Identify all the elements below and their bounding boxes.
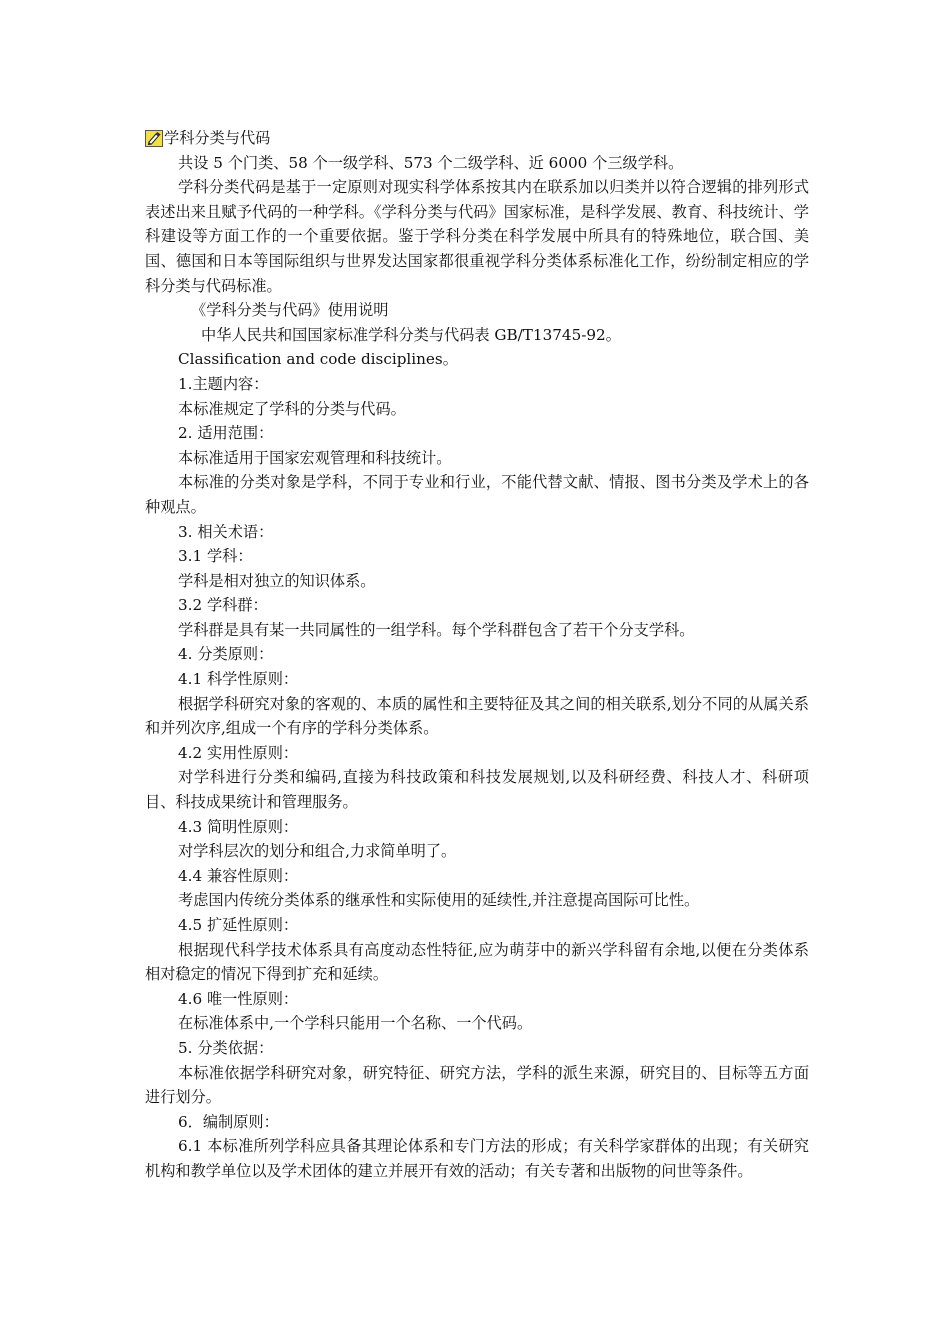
paragraph: 学科群是具有某一共同属性的一组学科。每个学科群包含了若干个分支学科。 [178, 620, 695, 639]
paragraph: 本标准依据学科研究对象，研究特征、研究方法，学科的派生来源，研究目的、目标等五方面进行划分。 [145, 1063, 809, 1107]
paragraph: 学科是相对独立的知识体系。 [178, 571, 376, 590]
paragraph: 1.主题内容： [178, 374, 269, 393]
paragraph: Classification and code disciplines。 [178, 350, 458, 369]
paragraph: 考虑国内传统分类体系的继承性和实际使用的延续性,并注意提高国际可比性。 [178, 891, 700, 910]
paragraph: 3. 相关术语： [178, 522, 274, 541]
paragraph: 《学科分类与代码》使用说明 [191, 301, 389, 320]
paragraph: 对学科层次的划分和组合,力求简单明了。 [178, 842, 457, 861]
paragraph: 4.4 兼容性原则： [178, 866, 299, 885]
paragraph: 本标准的分类对象是学科，不同于专业和行业，不能代替文献、情报、图书分类及学术上的各种观点。 [145, 473, 809, 516]
paragraph: 5. 分类依据： [178, 1038, 274, 1057]
paragraph: 6．编制原则： [178, 1112, 279, 1131]
paragraph: 3.2 学科群： [178, 596, 268, 615]
paragraph: 本标准适用于国家宏观管理和科技统计。 [178, 448, 452, 467]
paragraph: 中华人民共和国国家标准学科分类与代码表 GB/T13745-92。 [201, 325, 621, 344]
paragraph-list [145, 151, 809, 1184]
paragraph: 根据学科研究对象的客观的、本质的属性和主要特征及其之间的相关联系,划分不同的从属关系和并列次序,组成一个有序的学科分类体系。 [145, 694, 809, 738]
paragraph: 4.1 科学性原则： [178, 670, 299, 689]
paragraph: 6.1 本标准所列学科应具备其理论体系和专门方法的形成；有关科学家群体的出现；有关研究机构和教学单位以及学术团体的建立并展开有效的活动；有关专著和出版物的问世等条件。 [145, 1137, 809, 1180]
paragraph: 4.2 实用性原则： [178, 743, 299, 762]
paragraph: 2. 适用范围： [178, 424, 274, 443]
paragraph: 4.3 简明性原则： [178, 817, 299, 836]
paragraph: 3.1 学科： [178, 547, 253, 566]
paragraph: 本标准规定了学科的分类与代码。 [178, 399, 406, 418]
paragraph: 学科分类代码是基于一定原则对现实科学体系按其内在联系加以归类并以符合逻辑的排列形式表述出来且赋予代码的一种学科。《学科分类与代码》国家标准，是科学发展、教育、科技统计、学科建设等方面工作的一个重要依据。鉴于学科分类在科学发展中所具有的特殊地位，联合国、美国、德国和日本等国际组织与世界发达国家都很重视学科分类体系标准化工作，纷纷制定相应的学科分类与代码标准。 [145, 178, 809, 295]
paragraph: 4.5 扩延性原则： [178, 916, 299, 934]
paragraph: 共设 5 个门类、58 个一级学科、573 个二级学科、近 6000 个三级学科。 [178, 153, 684, 172]
paragraph: 对学科进行分类和编码,直接为科技政策和科技发展规划,以及科研经费、科技人才、科研项目、科技成果统计和管理服务。 [145, 768, 809, 812]
paragraph: 4. 分类原则： [178, 645, 274, 664]
paragraph: 在标准体系中,一个学科只能用一个名称、一个代码。 [178, 1014, 533, 1033]
note-pencil-icon [145, 130, 163, 147]
paragraph: 4.6 唯一性原则： [178, 989, 299, 1008]
title-line [145, 126, 809, 151]
document-title: 学科分类与代码 [164, 129, 271, 147]
document-page [145, 126, 809, 1184]
paragraph: 根据现代科学技术体系具有高度动态性特征,应为萌芽中的新兴学科留有余地,以便在分类体系相对稳定的情况下得到扩充和延续。 [145, 940, 809, 984]
